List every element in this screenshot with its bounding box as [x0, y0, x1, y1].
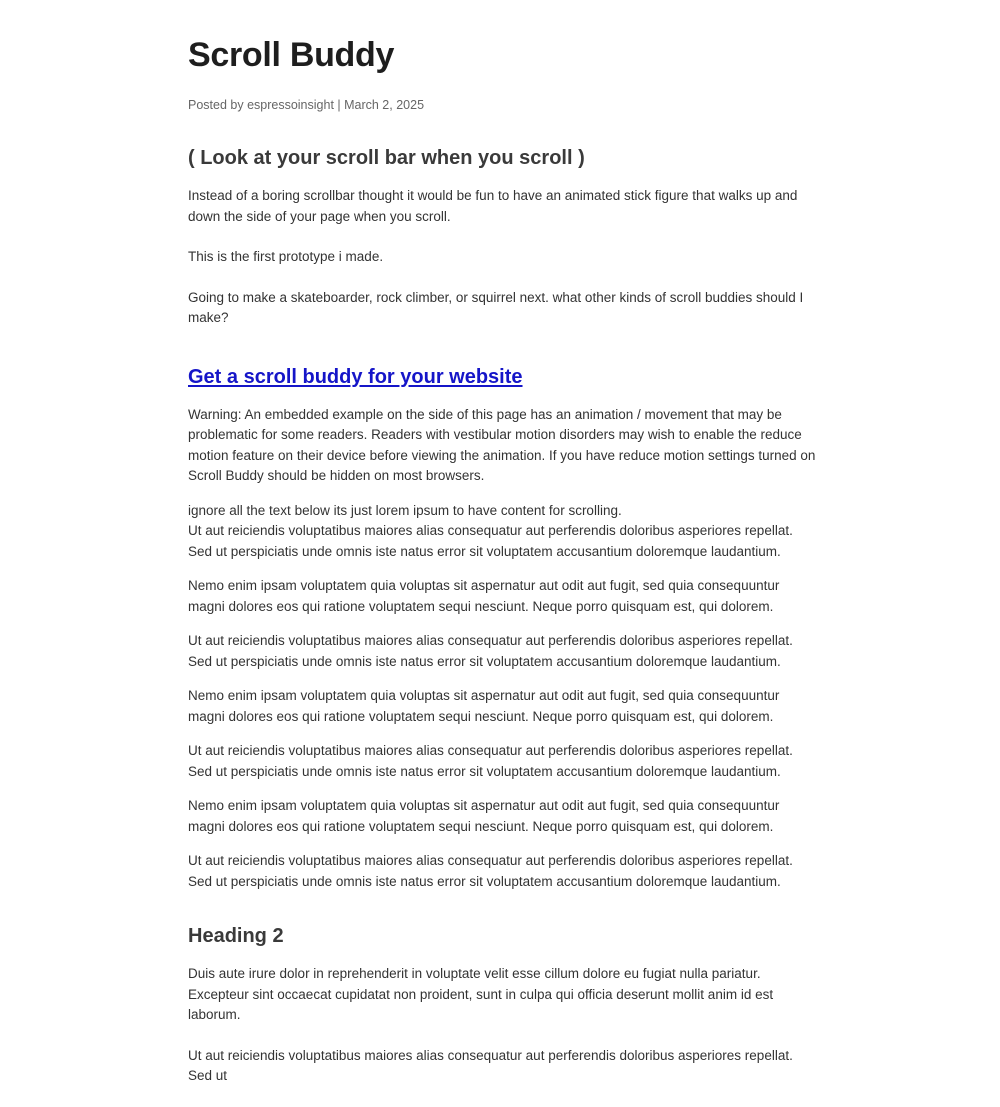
- intro-paragraph-3: Going to make a skateboarder, rock climber, or squirrel next. what other kinds of scroll buddies should I make?: [188, 289, 804, 325]
- filler-note: ignore all the text below its just lorem ipsum to have content for scrolling.: [188, 502, 622, 518]
- filler-paragraph-6: Ut aut reiciendis voluptatibus maiores alias consequatur aut perferendis doloribus asperiores repellat. Sed ut perspiciatis unde omnis iste natus error sit voluptatem accusantium doloremque laudantium.: [188, 853, 793, 889]
- warning-paragraph: Warning: An embedded example on the side of this page has an animation / movement that may be problematic for some readers. Readers with vestibular motion disorders may wish to enable the reduce motion feature on their device before viewing the animation. If you have reduce motion settings turned on Scroll Buddy should be hidden on most browsers.: [188, 406, 816, 483]
- filler-paragraph-2: Ut aut reiciendis voluptatibus maiores alias consequatur aut perferendis doloribus asperiores repellat. Sed ut perspiciatis unde omnis iste natus error sit voluptatem accusantium doloremque laudantium.: [188, 633, 793, 669]
- intro-paragraph-2: This is the first prototype i made.: [188, 249, 384, 264]
- section2-paragraph-1: Duis aute irure dolor in reprehenderit in voluptate velit esse cillum dolore eu fugiat nulla pariatur. Excepteur sint occaecat cupidatat non proident, sunt in culpa qui officia deserunt mollit anim id est laborum.: [188, 966, 774, 1022]
- intro-subheading: ( Look at your scroll bar when you scroll ): [188, 147, 585, 169]
- section-heading-2: Heading 2: [188, 925, 284, 947]
- post-content: [188, 144, 818, 1107]
- page-title: Scroll Buddy: [188, 36, 395, 74]
- filler-paragraph-4: Ut aut reiciendis voluptatibus maiores alias consequatur aut perferendis doloribus asperiores repellat. Sed ut perspiciatis unde omnis iste natus error sit voluptatem accusantium doloremque laudantium.: [188, 743, 793, 779]
- scroll-buddy-heading: [188, 363, 818, 391]
- get-scroll-buddy-link[interactable]: Get a scroll buddy for your website: [188, 365, 523, 388]
- intro-paragraph-1: Instead of a boring scrollbar thought it would be fun to have an animated stick figure that walks up and down the side of your page when you scroll.: [188, 188, 798, 224]
- filler-paragraph-1: Nemo enim ipsam voluptatem quia voluptas sit aspernatur aut odit aut fugit, sed quia consequuntur magni dolores eos qui ratione voluptatem sequi nesciunt. Neque porro quisquam est, qui dolorem.: [188, 578, 780, 614]
- filler-paragraph-3: Nemo enim ipsam voluptatem quia voluptas sit aspernatur aut odit aut fugit, sed quia consequuntur magni dolores eos qui ratione voluptatem sequi nesciunt. Neque porro quisquam est, qui dolorem.: [188, 688, 780, 724]
- filler-paragraph-0: [188, 501, 818, 563]
- post-meta: Posted by espressoinsight | March 2, 2025: [188, 98, 425, 112]
- filler-paragraph-5: Nemo enim ipsam voluptatem quia voluptas sit aspernatur aut odit aut fugit, sed quia consequuntur magni dolores eos qui ratione voluptatem sequi nesciunt. Neque porro quisquam est, qui dolorem.: [188, 798, 780, 834]
- section2-paragraph-2: Ut aut reiciendis voluptatibus maiores alias consequatur aut perferendis doloribus asperiores repellat. Sed ut: [188, 1047, 793, 1083]
- filler-text: Ut aut reiciendis voluptatibus maiores alias consequatur aut perferendis doloribus asperiores repellat. Sed ut perspiciatis unde omnis iste natus error sit voluptatem accusantium doloremque laudantium.: [188, 523, 793, 559]
